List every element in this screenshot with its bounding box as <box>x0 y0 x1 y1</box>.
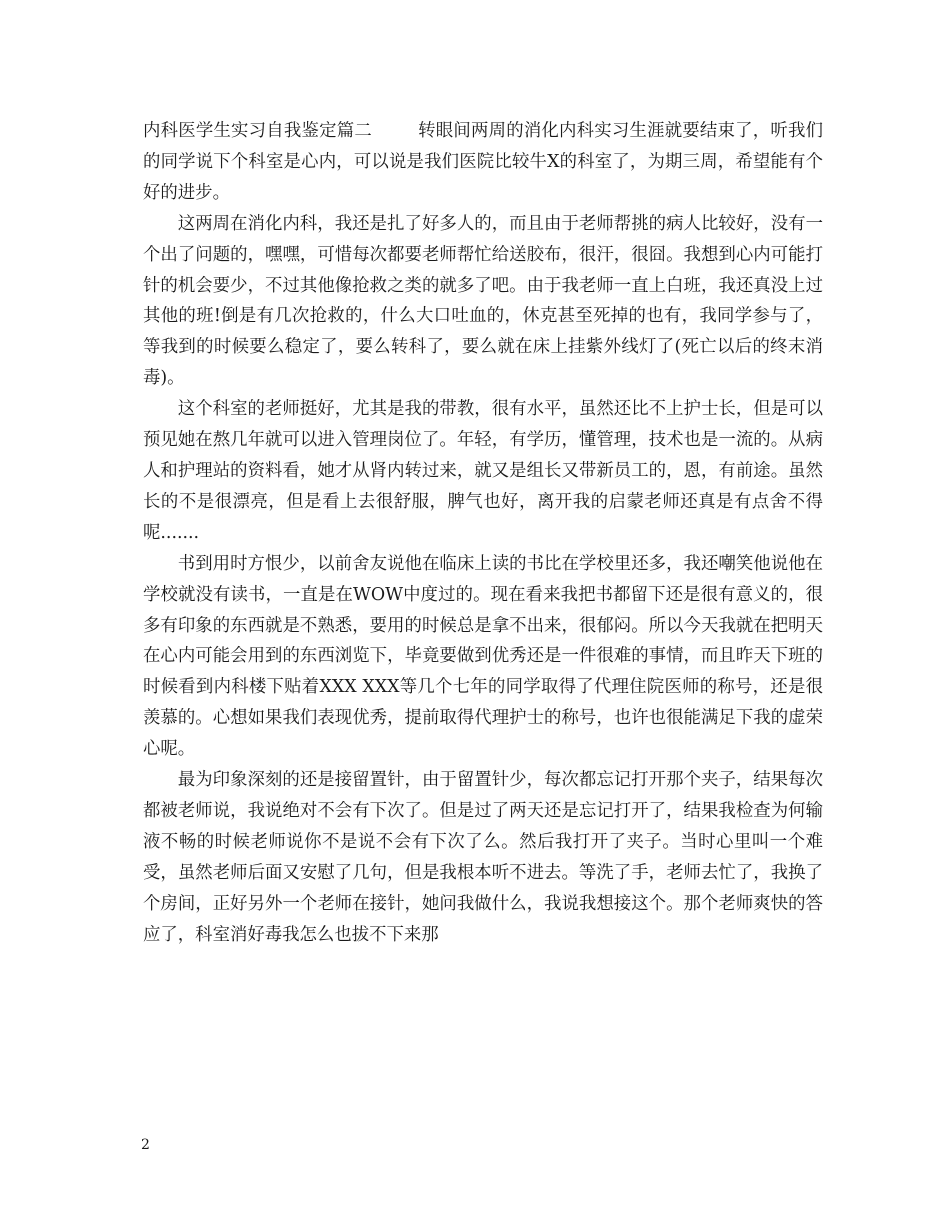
body-paragraph: 最为印象深刻的还是接留置针，由于留置针少，每次都忘记打开那个夹子，结果每次都被老师说，我说绝对不会有下次了。但是过了两天还是忘记打开了，结果我检查为何输液不畅的时候老师说你不是说不会有下次了么。然后我打开了夹子。当时心里叫一个难受，虽然老师后面又安慰了几句，但是我根本听不进去。等洗了手，老师去忙了，我换了个房间，正好另外一个老师在接针，她问我做什么，我说我想接这个。那个老师爽快的答应了，科室消好毒我怎么也拔不下来那 <box>143 770 823 945</box>
page-number: 2 <box>141 1137 150 1153</box>
document-heading: 内科医学生实习自我鉴定篇二 <box>143 121 372 141</box>
body-paragraph: 这个科室的老师挺好，尤其是我的带教，很有水平，虽然还比不上护士长，但是可以预见她在熬几年就可以进入管理岗位了。年轻，有学历，懂管理，技术也是一流的。从病人和护理站的资料看，她才从肾内转过来，就又是组长又带新员工的，恩，有前途。虽然长的不是很漂亮，但是看上去很舒服，脾气也好，离开我的启蒙老师还真是有点舍不得呢....... <box>143 399 823 543</box>
body-paragraph: 这两周在消化内科，我还是扎了好多人的，而且由于老师帮挑的病人比较好，没有一个出了问题的，嘿嘿，可惜每次都要老师帮忙给送胶布，很汗，很囧。我想到心内可能打针的机会要少，不过其他像抢救之类的就多了吧。由于我老师一直上白班，我还真没上过其他的班!倒是有几次抢救的，什么大口吐血的，休克甚至死掉的也有，我同学参与了，等我到的时候要么稳定了，要么转科了，要么就在床上挂紫外线灯了(死亡以后的终末消毒)。 <box>143 213 823 389</box>
document-body <box>143 116 823 950</box>
opening-paragraph <box>143 116 823 209</box>
body-paragraph: 书到用时方恨少，以前舍友说他在临床上读的书比在学校里还多，我还嘲笑他说他在学校就没有读书，一直是在WOW中度过的。现在看来我把书都留下还是很有意义的，很多有印象的东西就是不熟悉，要用的时候总是拿不出来，很郁闷。所以今天我就在把明天在心内可能会用到的东西浏览下，毕竟要做到优秀还是一件很难的事情，而且昨天下班的时候看到内科楼下贴着XXX XXX等几个七年的同学取得了代理住院医师的称号，还是很羡慕的。心想如果我们表现优秀，提前取得代理护士的称号，也许也很能满足下我的虚荣心呢。 <box>143 553 823 760</box>
intro-text: 转眼间两周的消化内科实习生涯就要结束了，听我们的同学说下个科室是心内，可以说是我们医院比较牛X的科室了，为期三周，希望能有个好的进步。 <box>143 121 823 203</box>
